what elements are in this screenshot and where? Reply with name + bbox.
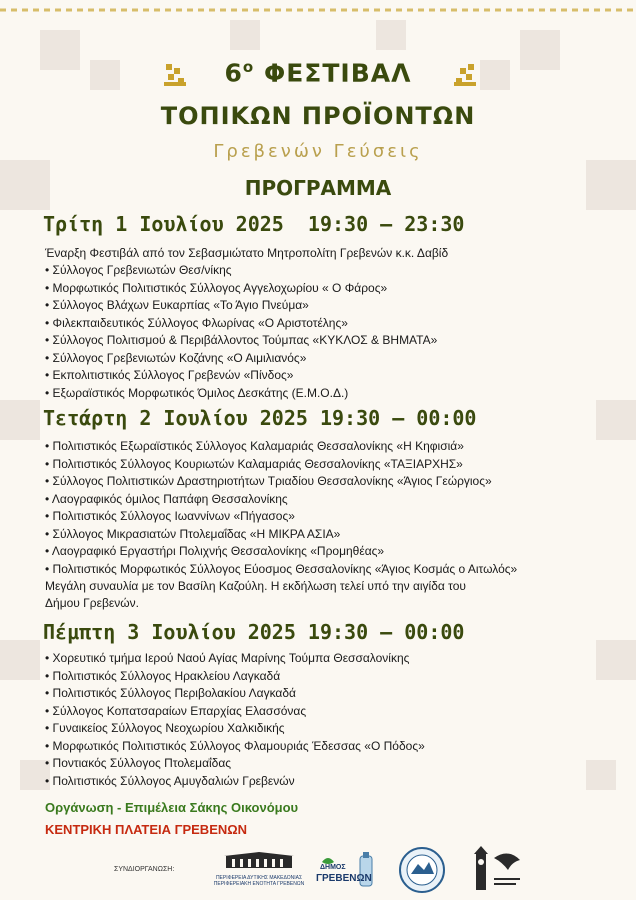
list-item: • Σύλλογος Γρεβενιωτών Θεσ/νίκης [45, 263, 232, 277]
region-logo-line1: ΠΕΡΙΦΕΡΕΙΑ ΔΥΤΙΚΗΣ ΜΑΚΕΔΟΝΙΑΣ [215, 875, 303, 881]
program-heading: ΠΡΟΓΡΑΜΜΑ [244, 176, 392, 200]
list-item: • Πολιτιστικός Εξωραϊστικός Σύλλογος Καλαμαριάς Θεσσαλονίκης «Η Κηφισιά» [45, 439, 464, 453]
venue-label: ΚΕΝΤΡΙΚΗ ΠΛΑΤΕΙΑ ΓΡΕΒΕΝΩΝ [45, 822, 248, 837]
region-logo-line2: ΠΕΡΙΦΕΡΕΙΑΚΗ ΕΝΟΤΗΤΑ ΓΡΕΒΕΝΩΝ [213, 881, 305, 887]
day1-heading: Τρίτη 1 Ιουλίου 2025 19:30 – 23:30 [43, 212, 465, 236]
day2-concert-note: Μεγάλη συναυλία με τον Βασίλη Καζούλη. Η εκδήλωση τελεί υπό την αιγίδα του [45, 579, 466, 593]
list-item: • Σύλλογος Μικρασιατών Πτολεμαΐδας «Η ΜΙΚΡΑ ΑΣΙΑ» [45, 526, 341, 541]
day3-list [45, 650, 630, 790]
list-item: • Γυναικείος Σύλλογος Νεοχωρίου Χαλκιδικής [45, 721, 285, 735]
list-item: • Εξωραϊστικός Μορφωτικός Όμιλος Δεσκάτης (Ε.Μ.Ο.Δ.) [45, 385, 349, 400]
day3-heading: Πέμπτη 3 Ιουλίου 2025 19:30 – 00:00 [43, 620, 465, 644]
festival-subtitle: Γρεβενών Γεύσεις [213, 141, 423, 162]
list-item: • Σύλλογος Γρεβενιωτών Κοζάνης «Ο Αιμιλιανός» [45, 350, 307, 365]
municipality-line2: ΓΡΕΒΕΝΩΝ [316, 873, 372, 884]
day2-list [45, 438, 630, 578]
list-item: • Πολιτιστικός Σύλλογος Αμυγδαλιών Γρεβενών [45, 773, 295, 788]
list-item: • Πολιτιστικός Σύλλογος Κουριωτών Καλαμαριάς Θεσσαλονίκης «ΤΑΞΙΑΡΧΗΣ» [45, 456, 463, 471]
day2-heading: Τετάρτη 2 Ιουλίου 2025 19:30 – 00:00 [43, 406, 477, 430]
co-organizers-label: ΣΥΝΔΙΟΡΓΑΝΩΣΗ: [114, 866, 175, 873]
list-item: • Σύλλογος Πολιτιστικών Δραστηριοτήτων Τριαδίου Θεσσαλονίκης «Άγιος Γεώργιος» [45, 474, 492, 488]
clock-tower-logo-icon [468, 844, 528, 896]
list-item: • Πολιτιστικός Σύλλογος Περιβολακίου Λαγκαδά [45, 686, 296, 700]
list-item: • Φιλεκπαιδευτικός Σύλλογος Φλωρίνας «Ο Αριστοτέλης» [45, 315, 348, 330]
day1-list [45, 262, 630, 402]
day2-concert-note-cont: Δήμου Γρεβενών. [45, 596, 139, 610]
association-seal-icon [398, 846, 446, 894]
list-item: • Μορφωτικός Πολιτιστικός Σύλλογος Αγγελοχωρίου « Ο Φάρος» [45, 280, 388, 295]
municipality-logo [316, 850, 378, 890]
building-icon [204, 852, 314, 870]
festival-title-line2: ΤΟΠΙΚΩΝ ΠΡΟΪΟΝΤΩΝ [160, 102, 476, 130]
municipality-line1: ΔΗΜΟΣ [320, 864, 346, 871]
list-item: • Πολιτιστικός Σύλλογος Ηρακλείου Λαγκαδά [45, 668, 281, 683]
day1-intro: Έναρξη Φεστιβάλ από τον Σεβασμιώτατο Μητροπολίτη Γρεβενών κ.κ. Δαβίδ [45, 246, 449, 260]
title-ordinal: ο [242, 58, 255, 76]
list-item: • Σύλλογος Κοπατσαραίων Επαρχίας Ελασσόνας [45, 703, 307, 718]
list-item: • Πολιτιστικός Μορφωτικός Σύλλογος Εύοσμος Θεσσαλονίκης «Άγιος Κοσμάς ο Αιτωλός» [45, 561, 518, 576]
festival-title [0, 58, 636, 87]
list-item: • Χορευτικό τμήμα Ιερού Ναού Αγίας Μαρίνης Τούμπα Θεσσαλονίκης [45, 651, 410, 665]
list-item: • Λαογραφικός όμιλος Παπάφη Θεσσαλονίκης [45, 491, 288, 506]
list-item: • Πολιτιστικός Σύλλογος Ιωαννίνων «Πήγασος» [45, 509, 295, 523]
list-item: • Μορφωτικός Πολιτιστικός Σύλλογος Φλαμουριάς Έδεσσας «Ο Πόδος» [45, 738, 425, 753]
region-logo [204, 852, 314, 887]
title-word: ΦΕΣΤΙΒΑΛ [263, 58, 412, 88]
list-item: • Ποντιακός Σύλλογος Πτολεμαΐδας [45, 756, 232, 770]
list-item: • Λαογραφικό Εργαστήρι Πολιχνής Θεσσαλονίκης «Προμηθέας» [45, 544, 385, 558]
list-item: • Σύλλογος Πολιτισμού & Περιβάλλοντος Τούμπας «ΚΥΚΛΟΣ & ΒΗΜΑΤΑ» [45, 333, 438, 347]
title-number: 6 [224, 58, 243, 88]
list-item: • Σύλλογος Βλάχων Ευκαρπίας «Το Άγιο Πνεύμα» [45, 298, 309, 312]
list-item: • Εκπολιτιστικός Σύλλογος Γρεβενών «Πίνδος» [45, 368, 294, 382]
organization-credit: Οργάνωση - Επιμέλεια Σάκης Οικονόμου [45, 800, 299, 815]
